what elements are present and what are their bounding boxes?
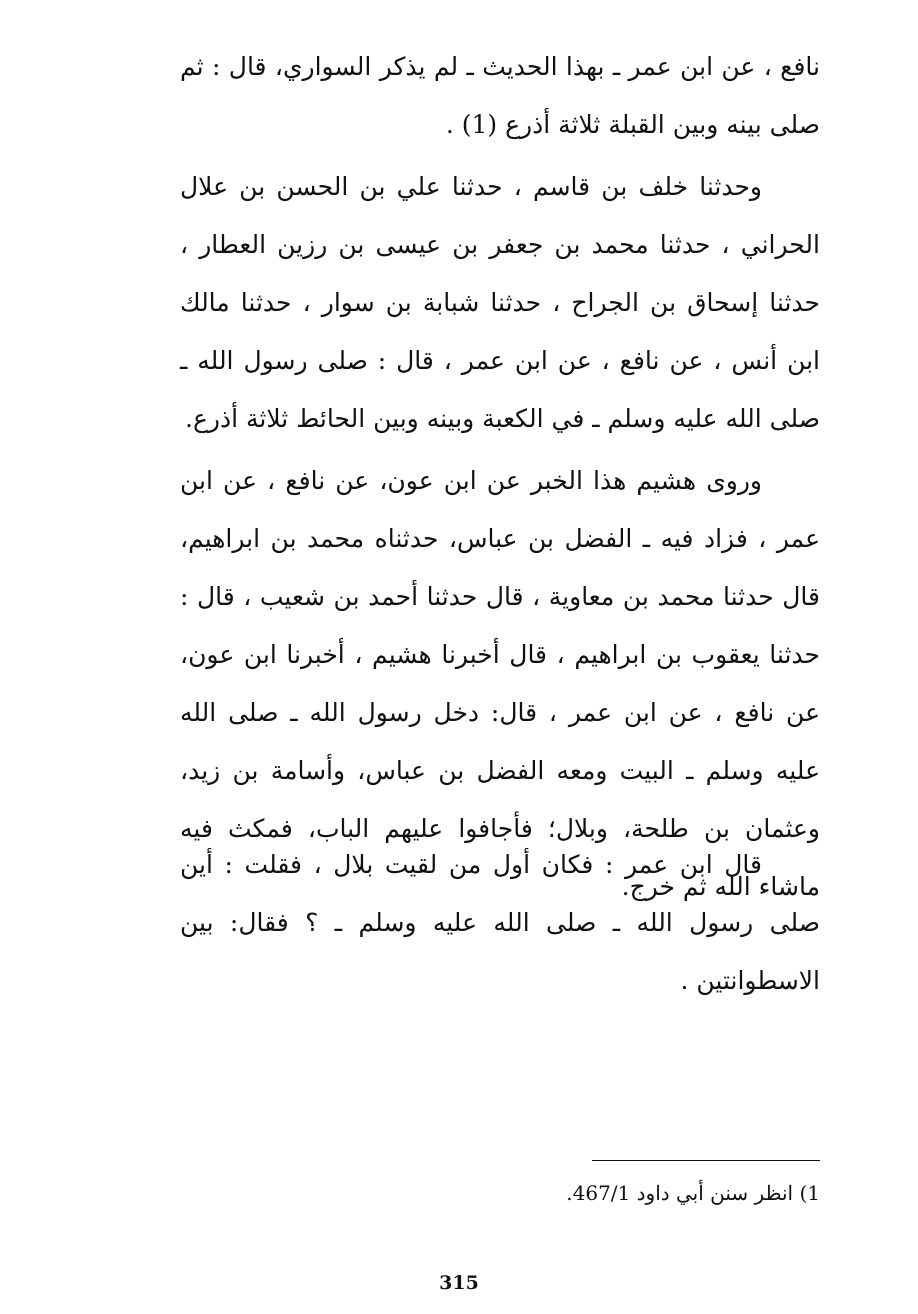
paragraph-3: وروى هشيم هذا الخبر عن ابن عون، عن نافع ، عن ابن عمر ، فزاد فيه ـ الفضل بن عباس، حدثناه محمد بن ابراهيم، قال حدثنا محمد بن معاوية ، قال حدثنا أحمد بن شعيب ، قال : حدثنا يعقوب بن ابراهيم ، قال أخبرنا هشيم ، أخبرنا ابن عون، عن نافع ، عن ابن عمر ، قال: دخل رسول الله ـ صلى الله عليه وسلم ـ البيت ومعه الفضل بن عباس، وأسامة بن زيد، وعثمان بن طلحة، وبلال؛ فأجافوا عليهم الباب، فمكث فيه ماشاء الله ثم خرج. bbox=[180, 466, 820, 901]
footnote-divider bbox=[592, 1160, 820, 1161]
body-text bbox=[180, 38, 820, 154]
paragraph-4: قال ابن عمر : فكان أول من لقيت بلال ، فقلت : أين صلى رسول الله ـ صلى الله عليه وسلم ـ ؟ فقال: بين الاسطوانتين . bbox=[180, 850, 820, 995]
body-text bbox=[180, 836, 820, 1010]
paragraph-2: وحدثنا خلف بن قاسم ، حدثنا علي بن الحسن بن علال الحراني ، حدثنا محمد بن جعفر بن عيسى بن رزين العطار ، حدثنا إسحاق بن الجراح ، حدثنا شبابة بن سوار ، حدثنا مالك ابن أنس ، عن نافع ، عن ابن عمر ، قال : صلى رسول الله ـ صلى الله عليه وسلم ـ في الكعبة وبينه وبين الحائط ثلاثة أذرع. bbox=[180, 172, 820, 433]
paragraph-1: نافع ، عن ابن عمر ـ بهذا الحديث ـ لم يذكر السواري، قال : ثم صلى بينه وبين القبلة ثلاثة أذرع (1) . bbox=[180, 52, 820, 139]
footnote: 1) انظر سنن أبي داود 467/1. bbox=[566, 1181, 820, 1205]
body-text bbox=[180, 158, 820, 448]
page-number: 315 bbox=[439, 1272, 479, 1294]
